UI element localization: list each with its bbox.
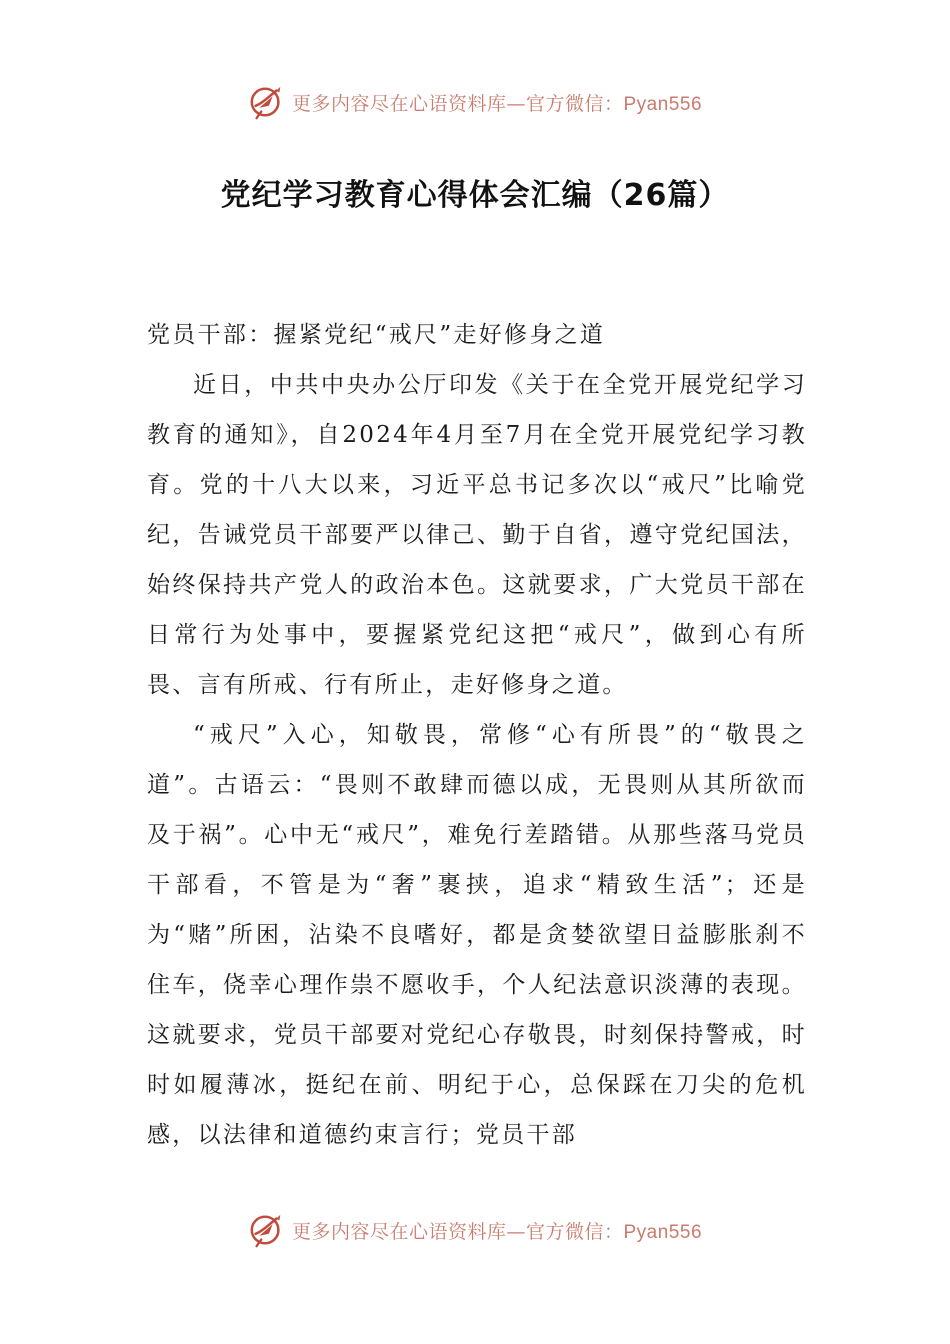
section-title: 党员干部：握紧党纪“戒尺”走好修身之道 xyxy=(147,322,606,348)
paragraph-1: 近日，中共中央办公厅印发《关于在全党开展党纪学习教育的通知》，自2024年4月至7月在全党开展党纪学习教育。党的十八大以来，习近平总书记多次以“戒尺”比喻党纪，告诫党员干部要严以律己、勤于自省，遵守党纪国法，始终保持共产党人的政治本色。这就要求，广大党员干部在日常行为处事中，要握紧党纪这把“戒尺”，做到心有所畏、言有所戒、行有所止，走好修身之道。 xyxy=(147,372,807,698)
quill-pen-logo-icon xyxy=(248,83,286,121)
paragraph-2: “戒尺”入心，知敬畏，常修“心有所畏”的“敬畏之道”。古语云：“畏则不敢肆而德以成，无畏则从其所欲而及于祸”。心中无“戒尺”，难免行差踏错。从那些落马党员干部看，不管是为“奢”裹挟，追求“精致生活”；还是为“赌”所困，沾染不良嗜好，都是贪婪欲望日益膨胀刹不住车，侥幸心理作祟不愿收手，个人纪法意识淡薄的表现。这就要求，党员干部要对党纪心存敬畏，时刻保持警戒，时时如履薄冰，挺纪在前、明纪于心，总保踩在刀尖的危机感，以法律和道德约束言行；党员干部 xyxy=(147,722,807,1148)
quill-pen-logo-icon xyxy=(248,1211,286,1249)
document-body xyxy=(147,310,807,1160)
footer-banner xyxy=(0,1208,950,1252)
document-title: 党纪学习教育心得体会汇编（26篇） xyxy=(220,178,730,213)
header-banner xyxy=(0,80,950,124)
footer-banner-text: 更多内容尽在心语资料库—官方微信：Pyan556 xyxy=(291,1220,703,1243)
header-banner-text: 更多内容尽在心语资料库—官方微信：Pyan556 xyxy=(291,92,703,115)
